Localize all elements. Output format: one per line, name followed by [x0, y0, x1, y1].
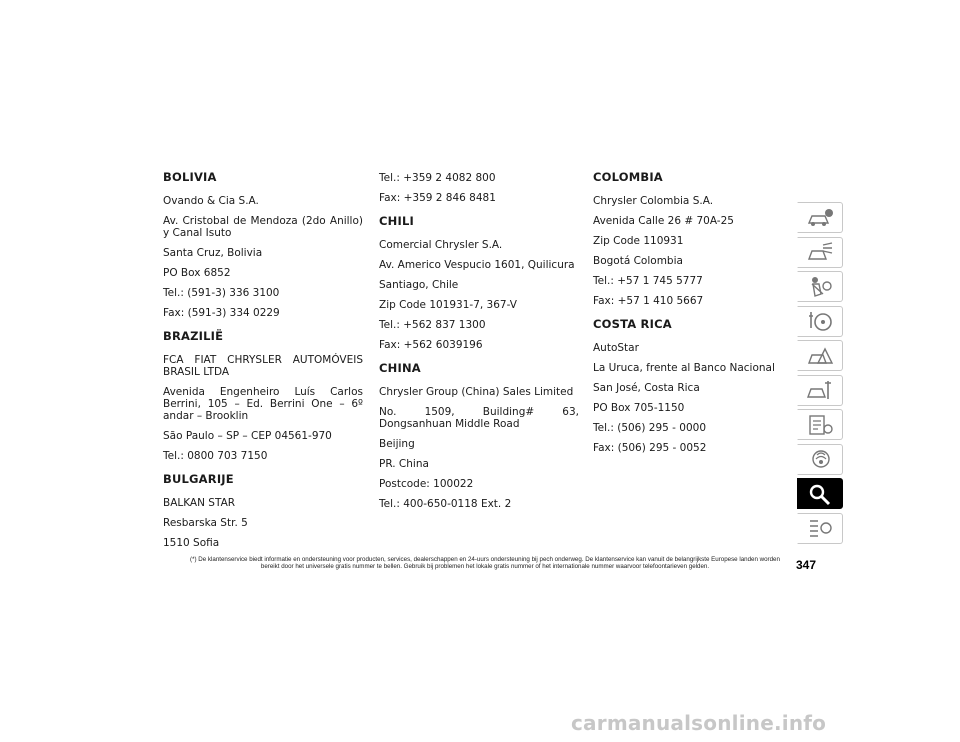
- tab-starting-driving[interactable]: [797, 306, 843, 337]
- address-line: São Paulo – SP – CEP 04561-970: [163, 430, 332, 442]
- seatbelt-airbag-icon: [805, 274, 835, 300]
- tab-maintenance[interactable]: [797, 375, 843, 406]
- address-line: Zip Code 101931-7, 367-V: [379, 299, 517, 311]
- section-heading-colombia: COLOMBIA: [593, 170, 663, 184]
- fax-line: Fax: (506) 295 - 0052: [593, 442, 707, 454]
- address-line: Chrysler Group (China) Sales Limited: [379, 386, 574, 398]
- address-line: Bogotá Colombia: [593, 255, 683, 267]
- tab-safety[interactable]: [797, 271, 843, 302]
- address-line: No. 1509, Building# 63, Dongsanhuan Middle Road: [379, 406, 579, 430]
- address-line: San José, Costa Rica: [593, 382, 700, 394]
- phone-line: Tel.: +562 837 1300: [379, 319, 486, 331]
- address-line: PR. China: [379, 458, 429, 470]
- tab-customer-assistance[interactable]: [797, 478, 843, 509]
- tab-emergency[interactable]: [797, 340, 843, 371]
- fax-line: Fax: +57 1 410 5667: [593, 295, 704, 307]
- fax-line: Fax: +359 2 846 8481: [379, 192, 496, 204]
- technical-data-icon: [805, 412, 835, 438]
- phone-line: Tel.: (506) 295 - 0000: [593, 422, 707, 434]
- section-heading-china: CHINA: [379, 361, 421, 375]
- column-2: [379, 168, 579, 518]
- phone-line: Tel.: (591-3) 336 3100: [163, 287, 280, 299]
- car-info-icon: [805, 205, 835, 231]
- address-line: La Uruca, frente al Banco Nacional: [593, 362, 775, 374]
- phone-line: Tel.: 0800 703 7150: [163, 450, 268, 462]
- address-line: 1510 Sofia: [163, 537, 220, 549]
- tab-multimedia[interactable]: [797, 444, 843, 475]
- tab-technical-data[interactable]: [797, 409, 843, 440]
- column-1: [163, 168, 363, 557]
- warning-triangle-icon: [805, 343, 835, 369]
- address-line: Av. Americo Vespucio 1601, Quilicura: [379, 259, 575, 271]
- address-line: PO Box 6852: [163, 267, 231, 279]
- address-line: Resbarska Str. 5: [163, 517, 248, 529]
- phone-line: Tel.: +359 2 4082 800: [379, 172, 496, 184]
- section-heading-chile: CHILI: [379, 214, 414, 228]
- phone-line: Tel.: 400-650-0118 Ext. 2: [379, 498, 512, 510]
- fax-line: Fax: +562 6039196: [379, 339, 483, 351]
- section-heading-bolivia: BOLIVIA: [163, 170, 217, 184]
- address-line: Comercial Chrysler S.A.: [379, 239, 503, 251]
- section-heading-bulgaria: BULGARIJE: [163, 472, 234, 486]
- address-line: PO Box 705-1150: [593, 402, 685, 414]
- section-heading-brazil: BRAZILIË: [163, 329, 224, 343]
- address-line: FCA FIAT CHRYSLER AUTOMÓVEIS BRASIL LTDA: [163, 354, 363, 378]
- tab-dashboard[interactable]: [797, 202, 843, 233]
- address-line: Santa Cruz, Bolivia: [163, 247, 263, 259]
- address-line: Avenida Engenheiro Luís Carlos Berrini, 105 – Ed. Berrini One – 6º andar – Brooklin: [163, 386, 363, 422]
- address-line: Chrysler Colombia S.A.: [593, 195, 714, 207]
- index-icon: [805, 515, 835, 541]
- address-line: Santiago, Chile: [379, 279, 459, 291]
- address-line: Beijing: [379, 438, 415, 450]
- phone-line: Tel.: +57 1 745 5777: [593, 275, 703, 287]
- tab-index[interactable]: [797, 513, 843, 544]
- steering-wheel-icon: [805, 308, 835, 334]
- section-heading-costa-rica: COSTA RICA: [593, 317, 672, 331]
- address-line: BALKAN STAR: [163, 497, 236, 509]
- address-line: Avenida Calle 26 # 70A-25: [593, 215, 734, 227]
- address-line: Ovando & Cia S.A.: [163, 195, 259, 207]
- car-tools-icon: [805, 377, 835, 403]
- search-icon: [805, 481, 835, 507]
- footnote: (*) De klantenservice biedt informatie en ondersteuning voor producten, services, dealerschappen en 24-uurs ondersteuning bij pech onderweg. De klantenservice kan vanuit de belangrijkste Europese landen worden bereikt door het universele gratis nummer te bellen. Gebruik bij problemen het lokale gratis nummer of het internationale nummer waarvoor telefoontarieven gelden.: [190, 556, 780, 570]
- address-line: Zip Code 110931: [593, 235, 684, 247]
- multimedia-icon: [805, 446, 835, 472]
- column-3: [593, 168, 793, 462]
- watermark: carmanualsonline.info: [571, 711, 827, 735]
- page-number: 347: [796, 558, 817, 572]
- address-line: Av. Cristobal de Mendoza (2do Anillo) y Canal Isuto: [163, 215, 363, 239]
- tab-lights[interactable]: [797, 237, 843, 268]
- car-light-icon: [805, 239, 835, 265]
- address-line: AutoStar: [593, 342, 639, 354]
- chapter-tabs: [797, 202, 843, 547]
- fax-line: Fax: (591-3) 334 0229: [163, 307, 280, 319]
- address-line: Postcode: 100022: [379, 478, 474, 490]
